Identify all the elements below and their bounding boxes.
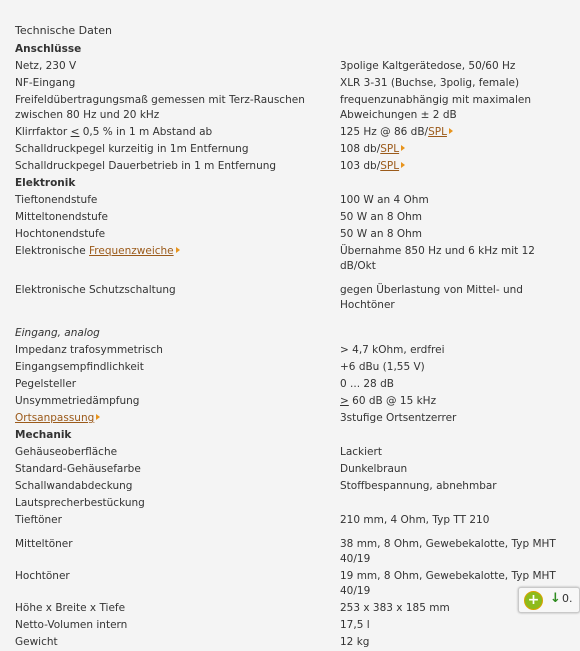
spec-key-text: Netz, 230 V [15, 60, 77, 72]
spec-row [10, 243, 566, 282]
spec-key-text: Netto-Volumen intern [15, 619, 128, 631]
spec-value-text: 103 db/ [340, 160, 381, 172]
section-title: Mechanik [15, 429, 72, 441]
spec-row [10, 512, 566, 536]
spec-value [328, 226, 566, 243]
spec-value [328, 75, 566, 92]
spec-key-text: NF-Eingang [15, 77, 76, 89]
spec-value-text: 50 W an 8 Ohm [340, 228, 423, 240]
spec-row [10, 600, 566, 617]
spec-value [328, 512, 566, 536]
spec-value-text: Dunkelbraun [340, 463, 408, 475]
spec-key-text: Gewicht [15, 636, 58, 648]
spec-value [328, 495, 566, 512]
spec-value-text: 38 mm, 8 Ohm, Gewebekalotte, Typ MHT 40/19 [340, 538, 556, 565]
spec-value [328, 444, 566, 461]
spec-row [10, 393, 566, 410]
spec-value [328, 92, 566, 124]
spec-value-text: 19 mm, 8 Ohm, Gewebekalotte, Typ MHT 40/19 [340, 570, 556, 597]
spec-value-text: 3polige Kaltgerätedose, 50/60 Hz [340, 60, 516, 72]
page-title: Technische Daten [15, 24, 112, 37]
spec-value-text: 108 db/ [340, 143, 381, 155]
arrow-down-icon: ↓ [550, 591, 561, 606]
spec-key-text: Pegelsteller [15, 378, 77, 390]
spec-value-text: 100 W an 4 Ohm [340, 194, 429, 206]
spec-value-text: 253 x 383 x 185 mm [340, 602, 450, 614]
spec-key-text: Unsymmetriedämpfung [15, 395, 140, 407]
spec-key-text: Tieftonendstufe [15, 194, 98, 206]
spec-key-text: Schallwandabdeckung [15, 480, 133, 492]
spec-key-text: Lautsprecherbestückung [15, 497, 145, 509]
spec-key [10, 634, 328, 651]
section-heading [10, 41, 566, 58]
spec-key [10, 226, 328, 243]
link-arrow-icon [449, 128, 453, 134]
spec-value [328, 141, 566, 158]
spec-key [10, 536, 328, 568]
spec-value-text: +6 dBu (1,55 V) [340, 361, 425, 373]
spec-key [10, 243, 328, 282]
spec-value-text: > 4,7 kOhm, erdfrei [340, 344, 445, 356]
spec-row [10, 92, 566, 124]
spec-value-text: frequenzunabhängig mit maximalen Abweichungen ± 2 dB [340, 94, 532, 121]
section-title: Elektronik [15, 177, 76, 189]
spec-row [10, 141, 566, 158]
spec-key-text: Tieftöner [15, 514, 62, 526]
link-arrow-icon [176, 247, 180, 253]
spl-link[interactable]: SPL [380, 143, 400, 155]
spec-row [10, 568, 566, 600]
spec-row [10, 124, 566, 141]
spec-key [10, 58, 328, 75]
spec-key-part: 0,5 % in 1 m Abstand ab [79, 126, 213, 138]
spec-value-text: Übernahme 850 Hz und 6 kHz mit 12 dB/Okt [340, 245, 535, 272]
spec-row [10, 461, 566, 478]
spec-row [10, 495, 566, 512]
spec-key [10, 495, 328, 512]
download-badge[interactable] [518, 587, 580, 613]
spec-value-text: 12 kg [340, 636, 370, 648]
spec-row [10, 58, 566, 75]
spec-value-part: 60 dB @ 15 kHz [348, 395, 437, 407]
spec-key-part: Klirrfaktor [15, 126, 71, 138]
spec-key [10, 410, 328, 427]
spec-value [328, 393, 566, 410]
spec-value-text: gegen Überlastung von Mittel- und Hochtöner [340, 284, 523, 311]
spec-value-text: 125 Hz @ 86 dB/ [340, 126, 429, 138]
spl-link[interactable]: SPL [380, 160, 400, 172]
section-title: Anschlüsse [15, 43, 82, 55]
spec-value-text: 3stufige Ortsentzerrer [340, 412, 457, 424]
spec-value [328, 376, 566, 393]
spec-key-text: Elektronische [15, 245, 89, 257]
spec-key [10, 393, 328, 410]
spec-key [10, 209, 328, 226]
spec-key-text: Eingangsempfindlichkeit [15, 361, 144, 373]
spec-row [10, 617, 566, 634]
spec-value-text: Lackiert [340, 446, 382, 458]
spec-value-text: 210 mm, 4 Ohm, Typ TT 210 [340, 514, 490, 526]
spec-key-text: Schalldruckpegel kurzeitig in 1m Entfernung [15, 143, 249, 155]
spec-key-text: Standard-Gehäusefarbe [15, 463, 141, 475]
spec-row [10, 209, 566, 226]
spec-key-link[interactable]: Ortsanpassung [15, 412, 95, 424]
spec-row [10, 342, 566, 359]
spec-table [10, 41, 566, 651]
spec-key [10, 461, 328, 478]
spec-key-text: Schalldruckpegel Dauerbetrieb in 1 m Entfernung [15, 160, 277, 172]
spec-row [10, 444, 566, 461]
spec-value-text: 17,5 l [340, 619, 370, 631]
spec-key [10, 192, 328, 209]
spec-key [10, 359, 328, 376]
spec-key [10, 75, 328, 92]
spec-key [10, 617, 328, 634]
link-arrow-icon [401, 162, 405, 168]
spec-key [10, 342, 328, 359]
spec-value [328, 410, 566, 427]
spec-row [10, 410, 566, 427]
spec-row [10, 158, 566, 175]
spec-key-text: Höhe x Breite x Tiefe [15, 602, 126, 614]
spec-row [10, 282, 566, 314]
spec-key [10, 376, 328, 393]
spec-key [10, 568, 328, 600]
spec-value [328, 359, 566, 376]
spec-key-text: Gehäuseoberfläche [15, 446, 118, 458]
spec-row [10, 634, 566, 651]
spec-value-text: 0 ... 28 dB [340, 378, 394, 390]
spec-key [10, 282, 328, 314]
spec-value [328, 617, 566, 634]
spec-key-text: Hochtonendstufe [15, 228, 106, 240]
spec-row [10, 226, 566, 243]
spec-key [10, 444, 328, 461]
spec-value [328, 192, 566, 209]
spec-key [10, 600, 328, 617]
spec-value [328, 282, 566, 314]
spec-key-text: Elektronische Schutzschaltung [15, 284, 176, 296]
add-icon[interactable]: + [524, 591, 543, 610]
spec-key-text: Hochtöner [15, 570, 70, 582]
spec-key [10, 92, 328, 124]
spec-row [10, 75, 566, 92]
spec-value [328, 58, 566, 75]
spec-value [328, 461, 566, 478]
spec-key-text: Mitteltöner [15, 538, 73, 550]
spec-value-text: 50 W an 8 Ohm [340, 211, 423, 223]
section-heading [10, 175, 566, 192]
spec-key [10, 158, 328, 175]
spec-value [328, 158, 566, 175]
spec-key-text: Freifeldübertragungsmaß gemessen mit Terz-Rauschen zwischen 80 Hz und 20 kHz [15, 94, 305, 121]
spec-row [10, 359, 566, 376]
spec-value [328, 536, 566, 568]
spec-key-text: Mitteltonendstufe [15, 211, 108, 223]
spec-row [10, 478, 566, 495]
link-arrow-icon [401, 145, 405, 151]
spec-value [328, 634, 566, 651]
spec-value [328, 209, 566, 226]
spec-key [10, 124, 328, 141]
spec-value [328, 342, 566, 359]
section-title: Eingang, analog [15, 327, 100, 339]
spec-key [10, 512, 328, 536]
spec-value-part: > [340, 395, 349, 407]
spec-key [10, 141, 328, 158]
spec-value-text: XLR 3-31 (Buchse, 3polig, female) [340, 77, 520, 89]
spec-value-text: Stoffbespannung, abnehmbar [340, 480, 497, 492]
spec-key-text: Impedanz trafosymmetrisch [15, 344, 163, 356]
badge-text: 0. [562, 592, 573, 605]
spec-value [328, 124, 566, 141]
spec-row [10, 192, 566, 209]
spec-value [328, 243, 566, 282]
spl-link[interactable]: SPL [428, 126, 447, 138]
spec-row [10, 376, 566, 393]
spec-row [10, 536, 566, 568]
spec-value [328, 478, 566, 495]
spec-key-part: < [70, 126, 80, 138]
link-arrow-icon [96, 414, 100, 420]
section-heading [10, 427, 566, 444]
spec-key [10, 478, 328, 495]
subsection-heading [10, 314, 566, 342]
spec-key-link[interactable]: Frequenzweiche [89, 245, 174, 257]
